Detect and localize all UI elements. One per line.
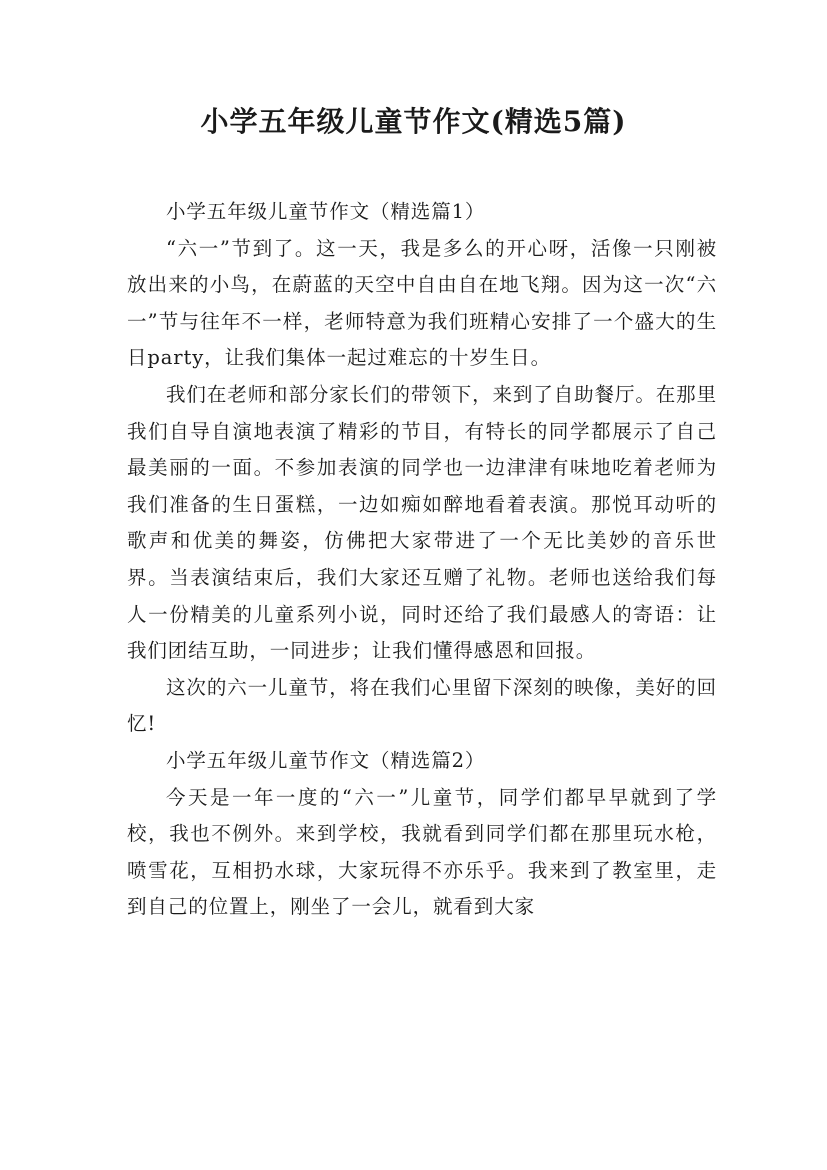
paragraph: 这次的六一儿童节，将在我们心里留下深刻的映像，美好的回忆! — [127, 675, 717, 736]
document-body — [127, 194, 717, 926]
paragraph: 我们在老师和部分家长们的带领下，来到了自助餐厅。在那里我们自导自演地表演了精彩的节目，有特长的同学都展示了自己最美丽的一面。不参加表演的同学也一边津津有味地吃着老师为我们准备的生日蛋糕，一边如痴如醉地看着表演。那悦耳动听的歌声和优美的舞姿，仿佛把大家带进了一个无比美妙的音乐世界。当表演结束后，我们大家还互赠了礼物。老师也送给我们每人一份精美的儿童系列小说，同时还给了我们最感人的寄语：让我们团结互助，一同进步；让我们懂得感恩和回报。 — [127, 382, 717, 663]
paragraph: “六一”节到了。这一天，我是多么的开心呀，活像一只刚被放出来的小鸟，在蔚蓝的天空中自由自在地飞翔。因为这一次“六一”节与往年不一样，老师特意为我们班精心安排了一个盛大的生日party，让我们集体一起过难忘的十岁生日。 — [127, 236, 717, 370]
document-title: 小学五年级儿童节作文(精选5篇) — [200, 105, 627, 138]
paragraph: 今天是一年一度的“六一”儿童节，同学们都早早就到了学校，我也不例外。来到学校，我就看到同学们都在那里玩水枪，喷雪花，互相扔水球，大家玩得不亦乐乎。我来到了教室里，走到自己的位置上，刚坐了一会儿，就看到大家 — [127, 785, 717, 919]
essay-heading-2: 小学五年级儿童节作文（精选篇2） — [166, 748, 486, 772]
essay-heading-1: 小学五年级儿童节作文（精选篇1） — [166, 200, 486, 223]
